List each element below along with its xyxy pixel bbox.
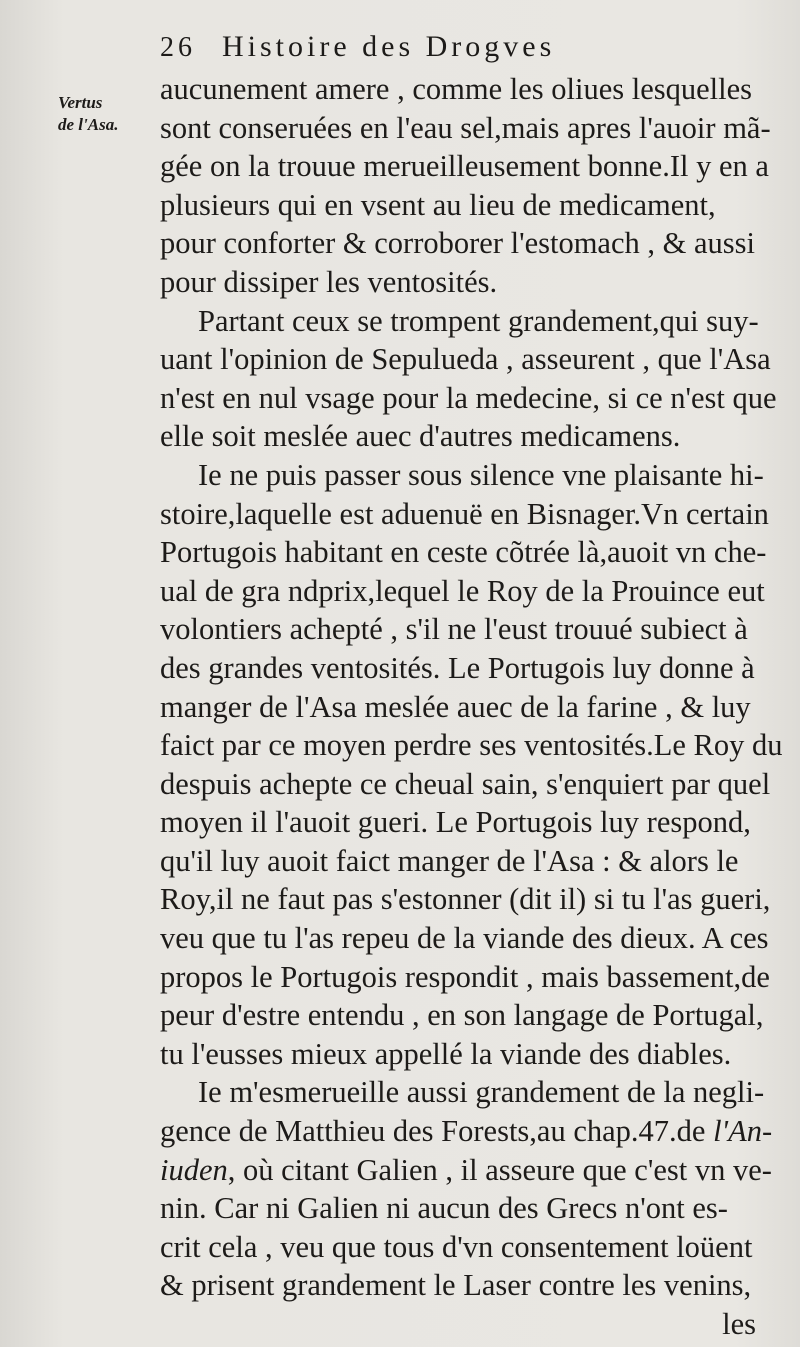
text-line [160,224,790,263]
margin-note-line: de l'Asa. [58,115,119,134]
line-text: Partant ceux se trompent grandement,qui suy- [198,303,759,338]
line-text: n'est en nul vsage pour la medecine, si ce n'est que [160,380,777,415]
text-line [160,456,790,495]
line-text: moyen il l'auoit gueri. Le Portugois luy respond, [160,805,751,840]
line-text: pour dissiper les ventosités. [160,264,498,299]
text-line [160,417,790,456]
text-line [160,495,790,534]
text-line [160,958,790,997]
text-line [160,147,790,186]
italic-text: iuden [160,1152,228,1187]
line-text: pour conforter & corroborer l'estomach , & aussi [160,226,755,261]
line-text: peur d'estre entendu , en son langage de Portugal, [160,998,764,1033]
line-text: tu l'eusses mieux appellé la viande des diables. [160,1036,732,1071]
line-text: faict par ce moyen perdre ses ventosités.Le Roy du [160,728,783,763]
text-line [160,996,790,1035]
text-line [160,688,790,727]
running-title: Histoire des Drogves [222,30,556,63]
text-line [160,919,790,958]
text-line [160,1228,790,1267]
page-number: 26 [160,32,196,63]
line-text: elle soit meslée auec d'autres medicamens. [160,419,681,454]
line-text: uant l'opinion de Sepulueda , asseurent , que l'Asa [160,342,771,377]
text-line [160,340,790,379]
line-text: stoire,laquelle est aduenuë en Bisnager.Vn certain [160,496,769,531]
line-text: crit cela , veu que tous d'vn consentement loüent [160,1229,753,1264]
line-text: Ie ne puis passer sous silence vne plaisante hi- [198,457,764,492]
text-line [160,1112,790,1151]
margin-note [58,92,158,136]
text-line [160,533,790,572]
line-text: manger de l'Asa meslée auec de la farine , & luy [160,689,751,724]
text-line [160,70,790,109]
text-line [160,379,790,418]
line-text: gée on la trouue merueilleusement bonne.Il y en a [160,149,769,184]
text-line [160,263,790,302]
text-line [160,1305,790,1344]
line-text: nin. Car ni Galien ni aucun des Grecs n'ont es- [160,1191,728,1226]
text-line [160,765,790,804]
text-line [160,1073,790,1112]
line-text: sont conseruées en l'eau sel,mais apres l'auoir mã- [160,110,771,145]
text-line [160,1035,790,1074]
body-text [160,70,790,1344]
line-text: Portugois habitant en ceste cõtrée là,auoit vn che- [160,535,767,570]
line-text: despuis achepte ce cheual sain, s'enquiert par quel [160,766,771,801]
line-text: plusieurs qui en vsent au lieu de medicament, [160,187,716,222]
running-head [160,30,720,70]
line-text: , où citant Galien , il asseure que c'est vn ve- [227,1152,772,1187]
line-text: propos le Portugois respondit , mais bassement,de [160,959,770,994]
line-text: volontiers achepté , s'il ne l'eust trouué subiect à [160,612,748,647]
text-line [160,803,790,842]
text-line [160,880,790,919]
line-text: des grandes ventosités. Le Portugois luy donne à [160,650,755,685]
line-text: aucunement amere , comme les oliues lesquelles [160,72,752,106]
text-line [160,572,790,611]
line-text: veu que tu l'as repeu de la viande des dieux. A ces [160,921,769,956]
text-line [160,186,790,225]
line-text: & prisent grandement le Laser contre les venins, [160,1268,752,1303]
text-line [160,1266,790,1305]
line-text: Roy,il ne faut pas s'estonner (dit il) si tu l'as gueri, [160,882,771,917]
text-line [160,1151,790,1190]
line-text: gence de Matthieu des Forests,au chap.47.de [160,1114,714,1149]
text-line [160,726,790,765]
text-line [160,302,790,341]
text-line [160,649,790,688]
text-line [160,842,790,881]
text-line [160,610,790,649]
text-line [160,1189,790,1228]
margin-note-line: Vertus [58,93,103,112]
line-text: ual de gra ndprix,lequel le Roy de la Prouince eut [160,573,765,608]
line-text: Ie m'esmerueille aussi grandement de la negli- [198,1075,765,1110]
line-text: qu'il luy auoit faict manger de l'Asa : & alors le [160,843,739,878]
line-text: les [722,1307,756,1341]
italic-text: l'An- [713,1114,773,1149]
text-line [160,109,790,148]
